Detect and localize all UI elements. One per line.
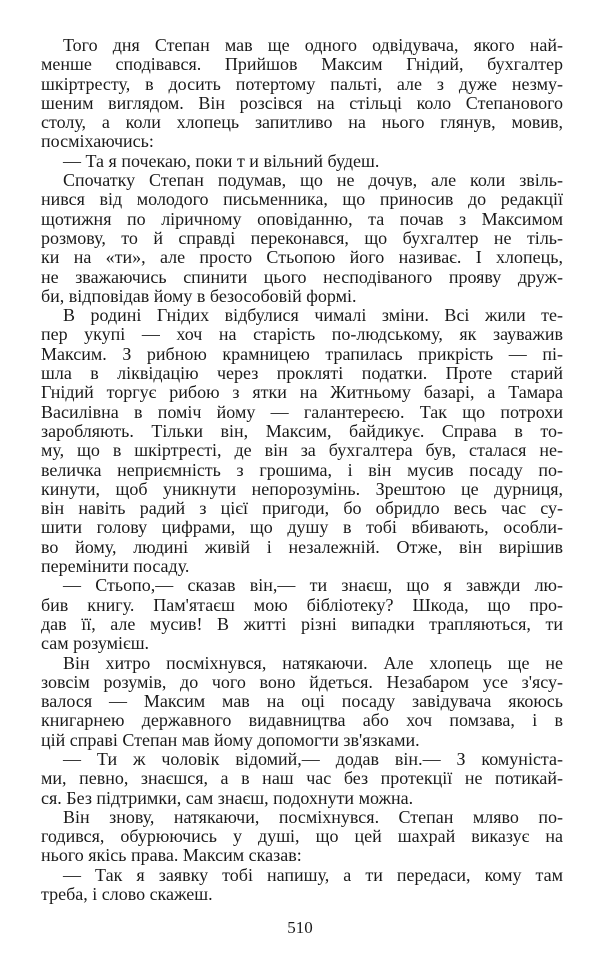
paragraph (41, 152, 563, 171)
paragraph (41, 36, 563, 152)
text-line: годився, обурюючись у душі, що цей шахрай виказує на (41, 826, 563, 847)
text-line: шла в ліквідацію через прокляті податки. Проте старий (41, 363, 563, 384)
text-line: Він знову, натякаючи, посміхнувся. Степан мляво по- (63, 806, 563, 827)
paragraph (41, 808, 563, 866)
text-line: він навіть радий з цієї пригоди, бо обридло весь час су- (41, 498, 563, 519)
text-line: бив книгу. Пам'ятаєш мою бібліотеку? Шкода, що про- (41, 594, 563, 615)
text-line: Він хитро посміхнувся, натякаючи. Але хлопець ще не (63, 652, 563, 673)
paragraph (41, 750, 563, 808)
text-line: ми, певно, знаєшся, а в наш час без протекції не потикай- (41, 768, 563, 789)
text-line: зовсім розумів, до чого воно йдеться. Незабаром усе з'ясу- (41, 671, 563, 692)
page-number: 510 (287, 918, 313, 937)
text-line: кинути, щоб уникнути непорозумінь. Зрештою це дурниця, (41, 478, 563, 499)
text-line: шити голову цифрами, що душу в тобі вбивають, особли- (41, 517, 563, 538)
text-line: пер укупі — хоч на старість по-людському, як зауважив (41, 324, 563, 345)
text-line: Василівна в поміч йому — галантереєю. Так що потрохи (41, 401, 563, 422)
text-line: му, що в шкіртресті, де він за бухгалтера був, сталася не- (41, 440, 563, 461)
text-line: шкіртресту, в досить потертому пальті, але з дуже незму- (41, 73, 563, 94)
text-line: величка неприємність з грошима, і він мусив посаду по- (41, 459, 563, 480)
text-line: Максим. З рибною крамницею трапилась прикрість — пі- (41, 343, 563, 364)
text-line: Гнідий торгує рибою з ятки на Житньому базарі, а Тамара (41, 382, 563, 403)
paragraph (41, 866, 563, 905)
text-line: — Ти ж чоловік відомий,— додав він.— З комуніста- (63, 748, 563, 769)
paragraph (41, 171, 563, 306)
text-line: книгарнею державного видавництва або хоч помзава, і в (41, 710, 563, 731)
text-line: столу, а коли хлопець запитливо на нього глянув, мовив, (41, 112, 563, 133)
paragraph (41, 306, 563, 576)
text-line: Спочатку Степан подумав, що не дочув, але коли звіль- (63, 170, 563, 191)
paragraph (41, 576, 563, 653)
text-line: во йому, людині живій і незалежній. Отже, він вирішив (41, 536, 563, 557)
text-line: нився від молодого письменника, що приносив до редакції (41, 189, 563, 210)
text-line: дав її, але мусив! В житті різні випадки трапляються, ти (41, 613, 563, 634)
text-line: В родині Гнідих відбулися чималі зміни. Всі жили те- (63, 305, 563, 326)
text-line: треба, і слово скажеш. (41, 884, 213, 905)
text-line: сам розумієш. (41, 633, 150, 654)
text-line: шеним виглядом. Він розсівся на стільці коло Степанового (41, 92, 563, 113)
text-line: ся. Без підтримки, сам знаєш, подохнути можна. (41, 787, 414, 808)
text-line: не зважаючись спинити цього несподіваного прояву друж- (41, 266, 563, 287)
text-line: нього якісь права. Максим сказав: (41, 845, 302, 866)
text-line: валося — Максим мав на оці посаду завідувача якоюсь (41, 691, 563, 712)
text-line: перемінити посаду. (41, 556, 190, 577)
book-page-text (41, 36, 563, 904)
text-line: цій справі Степан мав йому допомогти зв'язками. (41, 729, 420, 750)
text-line: — Та я почекаю, поки т и вільний будеш. (63, 150, 380, 171)
text-line: Того дня Степан мав ще одного одвідувача, якого най- (63, 35, 563, 55)
text-line: би, відповідав йому в безособовій формі. (41, 285, 357, 306)
text-line: щотижня по ліричному оповіданню, та почав з Максимом (41, 208, 563, 229)
text-line: заробляють. Тільки він, Максим, байдикує. Справа в то- (41, 420, 563, 441)
text-line: ки на «ти», але просто Стьопою його називає. І хлопець, (41, 247, 563, 268)
text-line: менше сподівався. Прийшов Максим Гнідий, бухгалтер (41, 54, 563, 75)
text-line: — Стьопо,— сказав він,— ти знаєш, що я завжди лю- (63, 575, 563, 596)
paragraph (41, 654, 563, 750)
text-line: посміхаючись: (41, 131, 154, 152)
text-line: розмову, то й справді переконався, що бухгалтер не тіль- (41, 227, 563, 248)
text-line: — Так я заявку тобі напишу, а ти передаси, кому там (63, 864, 563, 885)
